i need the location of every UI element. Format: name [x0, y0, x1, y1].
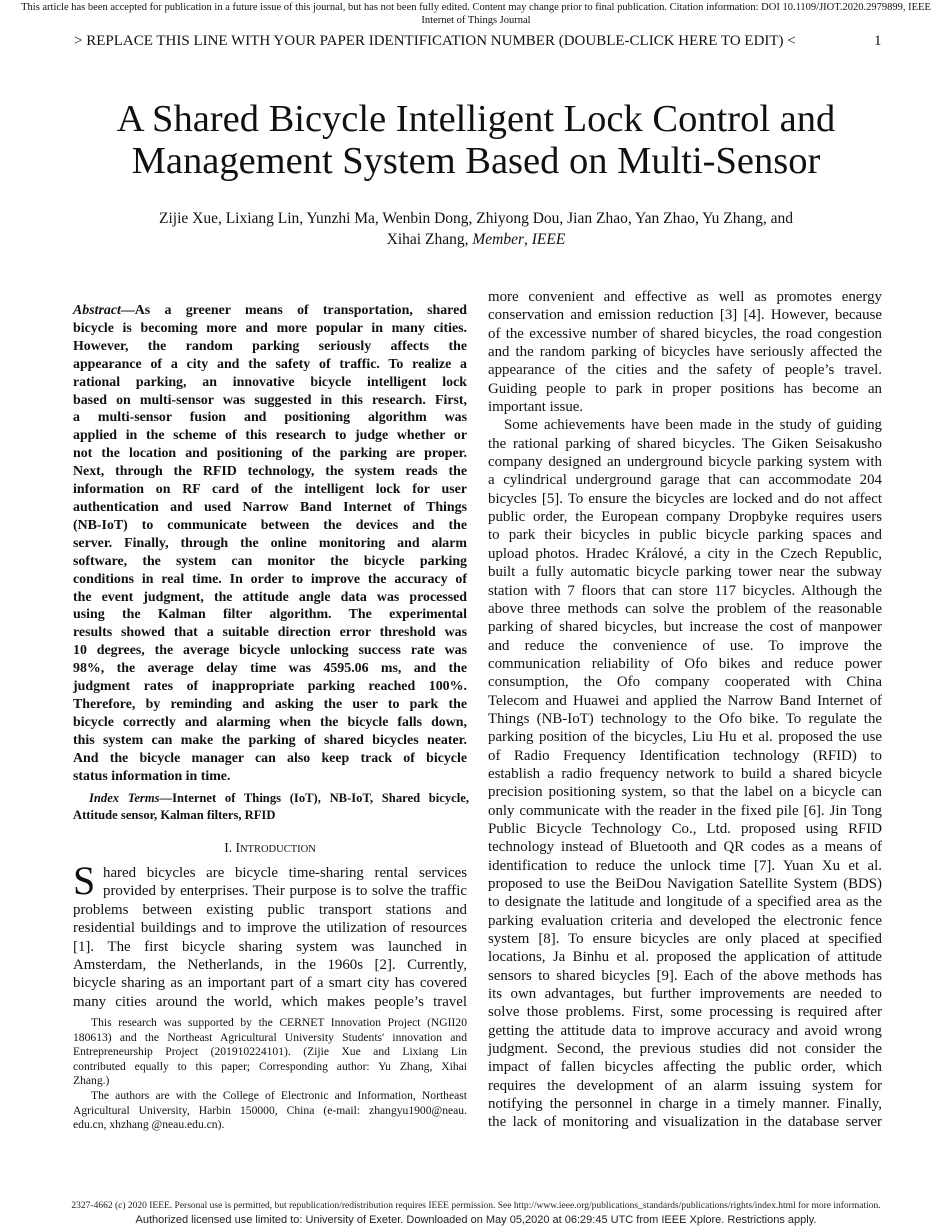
text-line: a multi-sensor fusion and positioning algorithm was — [73, 410, 467, 426]
section-heading — [73, 840, 467, 858]
text-line: residential buildings and to improve the utilization of resources — [73, 920, 467, 937]
text-line: 98%, the average delay time was 4595.06 ms, and the — [73, 661, 467, 677]
text-line: locations, Ja Binhu et al. proposed the application of attitude — [488, 949, 882, 966]
text-line: 10 degrees, the average bicycle unlocking success rate was — [73, 643, 467, 659]
text-line: notifying the personnel in charge in a timely manner. Finally, — [488, 1096, 882, 1113]
section-title-rest: NTRODUCTION — [239, 844, 316, 855]
text-line: [1]. The first bicycle sharing system was launched in — [73, 938, 467, 955]
text-line: conservation and emission reduction [3] [4]. However, because — [488, 307, 882, 324]
text-line: public order, the European company Dropbyke requires users — [488, 509, 882, 526]
text-line: conditions in real time. In order to improve the accuracy of — [73, 571, 467, 587]
text-line: rational parking, an innovative bicycle intelligent lock — [73, 374, 467, 390]
text-line: Guiding people to park in proper positions has become an — [488, 380, 882, 397]
authors-line: Zijie Xue, Lixiang Lin, Yunzhi Ma, Wenbin Dong, Zhiyong Dou, Jian Zhao, Yan Zhao, Yu Zhang, and — [158, 210, 794, 227]
text-line: problems between existing public transport stations and — [73, 901, 467, 918]
running-head: > REPLACE THIS LINE WITH YOUR PAPER IDENTIFICATION NUMBER (DOUBLE-CLICK HERE TO EDIT) < — [74, 33, 796, 49]
text-line: precision positioning system, so that the label on a bicycle can — [488, 784, 882, 801]
text-line: edu.cn, xhzhang @neau.edu.cn). — [73, 1118, 225, 1132]
section-number: I. — [224, 840, 236, 855]
text-line: bicycle sharing as an important part of a smart city has covered — [73, 975, 467, 992]
text-line: 180613) and the Northeast Agricultural University Students' innovation and — [73, 1030, 467, 1044]
section-title-initial: I — [235, 840, 240, 855]
abstract-text: —As a greener means of transportation, shared — [120, 303, 467, 318]
text-line: station with 7 floors that can store 117 bicycles. Although the — [488, 582, 882, 599]
authors-line — [90, 229, 862, 250]
text-line: information on RF card of the intelligent lock for user — [73, 482, 467, 498]
text-line: Next, through the RFID technology, the system reads the — [73, 464, 467, 480]
text-line: identification to reduce the unlock time [7]. Yuan Xu et al. — [488, 857, 882, 874]
text-line: to park their bicycles in public bicycle parking spaces and — [488, 527, 882, 544]
text-line: status information in time. — [73, 768, 231, 784]
publication-notice — [0, 1, 952, 27]
text-line: establish a radio frequency network to build a shared bicycle — [488, 765, 882, 782]
index-terms-text: —Internet of Things (IoT), NB-IoT, Shared bicycle, — [159, 791, 470, 805]
text-line: However, the random parking seriously affects the — [73, 338, 467, 354]
text-line: Attitude sensor, Kalman filters, RFID — [73, 807, 276, 822]
text-line: solve those problems. First, some processing is required after — [488, 1004, 882, 1021]
text-line: Zhang.) — [73, 1074, 110, 1088]
page-number: 1 — [874, 33, 882, 49]
text-line: not the location and positioning of the parking are proper. — [73, 446, 467, 462]
text-line: this system can make the parking of shared bicycles neater. — [73, 732, 467, 748]
author-name: Xihai Zhang, — [386, 231, 473, 248]
notice-text: This article has been accepted for publication in a future issue of this journal, but has not been fully edited. Content may change prior to final publication. Citation information: DOI 10.1109/JIOT.2020.2979899, IEEE Internet of Things Journal — [21, 2, 931, 26]
text-line: And the bicycle manager can also keep track of bicycle — [73, 750, 467, 766]
text-line: based on multi-sensor was suggested in this research. First, — [73, 392, 467, 408]
text-line: server. Finally, through the online monitoring and alarm — [73, 535, 467, 551]
text-line: The authors are with the College of Electronic and Information, Northeast — [91, 1088, 467, 1102]
text-line: upload photos. Hradec Králové, a city in the Czech Republic, — [488, 545, 882, 562]
copyright-notice: 2327-4662 (c) 2020 IEEE. Personal use is permitted, but republication/redistribution requires IEEE permission. See http://www.ieee.org/publications_standards/publications/rights/index.html for more information. — [71, 1201, 881, 1211]
text-line: Entrepreneurship Project (201910224101). (Zijie Xue and Lixiang Lin — [73, 1045, 467, 1059]
text-line: above three methods can solve the problem of the reasonable — [488, 600, 882, 617]
introduction-paragraph — [73, 858, 467, 1011]
text-line: many cities around the world, which makes people’s travel — [73, 993, 467, 1010]
drop-cap: S — [73, 858, 96, 903]
right-column — [488, 288, 882, 1132]
text-line: Telecom and Huawei and applied the Narrow Band Internet of — [488, 692, 882, 709]
text-line: important issue. — [488, 399, 584, 416]
text-line: the lack of monitoring and visualization in the database server — [488, 1114, 882, 1131]
text-line: and reduce the convenience of use. To improve the — [488, 637, 882, 654]
text-line: This research was supported by the CERNET Innovation Project (NGII20 — [91, 1016, 467, 1029]
text-line: its own advantages, but further improvements are needed to — [488, 986, 882, 1003]
text-line: using the Kalman filter algorithm. The experimental — [73, 607, 467, 623]
text-line: requires the development of an alarm issuing system for — [488, 1077, 882, 1094]
text-line: system [8]. To ensure bicycles are only placed at specified — [488, 931, 882, 948]
text-line: proposed to use the BeiDou Navigation Satellite System (BDS) — [488, 876, 882, 892]
text-line: the event judgment, the attitude angle data was processed — [73, 589, 467, 605]
text-line: contributed equally to this paper; Corresponding author: Yu Zhang, Xihai — [73, 1059, 467, 1073]
text-line: bicycle is becoming more and more popular in many cities. — [73, 320, 467, 336]
text-line: applied in the scheme of this research to judge whether or — [73, 428, 467, 444]
author-role: Member — [472, 231, 524, 248]
text-line: results showed that a suitable direction error threshold was — [73, 625, 467, 641]
footnotes — [73, 1016, 467, 1133]
license-notice: Authorized licensed use limited to: University of Exeter. Downloaded on May 05,2020 at 06:29:45 UTC from IEEE Xplore. Restrictions apply. — [135, 1214, 817, 1226]
text-line: communication reliability of Ofo bikes and reduce power — [488, 655, 882, 672]
text-line: bicycle correctly and alarming when the bicycle falls down, — [73, 714, 467, 730]
text-line — [73, 302, 467, 320]
text-line: more convenient and effective as well as promotes energy — [488, 289, 882, 305]
author-list — [90, 208, 862, 250]
text-line: sensors to shared bicycles [9]. Each of the above methods has — [488, 967, 882, 984]
text-line: the rational parking of shared bicycles. The Giken Seisakusho — [488, 435, 882, 452]
text-line: hared bicycles are bicycle time-sharing rental services — [103, 865, 467, 881]
text-line: consumption, the Ofo company cooperated with China — [488, 674, 882, 691]
text-line: a cylindrical underground garage that can accommodate 204 — [488, 472, 882, 489]
text-line: Public Bicycle Technology Co., Ltd. proposed using RFID — [488, 820, 882, 837]
abstract — [73, 302, 467, 785]
text-line: only communicate with the reader in the fixed pile [6]. Jin Tong — [488, 802, 882, 819]
text-line: technology instead of Bluetooth and QR codes as a means of — [488, 839, 882, 856]
text-line: provided by enterprises. Their purpose is to solve the traffic — [103, 883, 467, 900]
text-line: and the random parking of bicycles have seriously affected the — [488, 344, 882, 361]
text-line: company designed an underground bicycle parking system with — [488, 454, 882, 471]
text-line: of the excessive number of shared bicycles, the road congestion — [488, 325, 882, 342]
text-line: appearance of a city and the safety of traffic. To realize a — [73, 356, 467, 372]
author-org: IEEE — [531, 231, 566, 248]
text-line: to designate the latitude and longitude of a specified area as the — [488, 894, 882, 911]
text-line: bicycles [5]. To ensure the bicycles are locked and do not affect — [488, 490, 882, 507]
text-line: judgment. Second, the previous studies did not consider the — [488, 1041, 882, 1058]
text-line: parking of shared bicycles, but increase the cost of manpower — [488, 619, 882, 636]
abstract-label: Abstract — [73, 303, 121, 318]
text-line: (NB-IoT) to communicate between the devices and the — [73, 517, 467, 533]
text-line: of Radio Frequency Identification technology (RFID) to — [488, 747, 882, 764]
text-line: built a fully automatic bicycle parking tower near the subway — [488, 564, 882, 581]
text-line: authentication and used Narrow Band Internet of Things — [73, 499, 467, 515]
title-line: A Shared Bicycle Intelligent Lock Control and — [116, 98, 836, 140]
text-line: getting the attitude data to improve accuracy and avoid wrong — [488, 1022, 882, 1039]
text-line: Things (NB-IoT) technology to the Ofo bike. To regulate the — [488, 710, 882, 727]
text-line: appearance of the cities and the safety of people’s travel. — [488, 362, 882, 379]
text-line: impact of fallen bicycles affecting the public order, which — [488, 1059, 882, 1076]
text-line: Therefore, by reminding and asking the user to park the — [73, 696, 467, 712]
text-line — [73, 790, 469, 807]
text-line: software, the system can monitor the bicycle parking — [73, 553, 467, 569]
text-line: Some achievements have been made in the study of guiding — [504, 417, 882, 434]
separator: , — [524, 231, 532, 248]
index-terms-label: Index Terms — [89, 791, 160, 805]
title-line: Management System Based on Multi-Sensor — [131, 140, 821, 182]
text-line: Agricultural University, Harbin 150000, China (e-mail: zhangyu1900@neau. — [73, 1103, 467, 1117]
text-line: parking evaluation criteria and developed the electronic fence — [488, 912, 882, 929]
text-line: parking position of the bicycles, Liu Hu et al. proposed the use — [488, 729, 882, 746]
text-line: Amsterdam, the Netherlands, in the 1960s [2]. Currently, — [73, 957, 467, 974]
paper-title — [60, 98, 892, 182]
text-line: judgment rates of inappropriate parking reached 100%. — [73, 679, 467, 695]
index-terms — [73, 790, 469, 823]
